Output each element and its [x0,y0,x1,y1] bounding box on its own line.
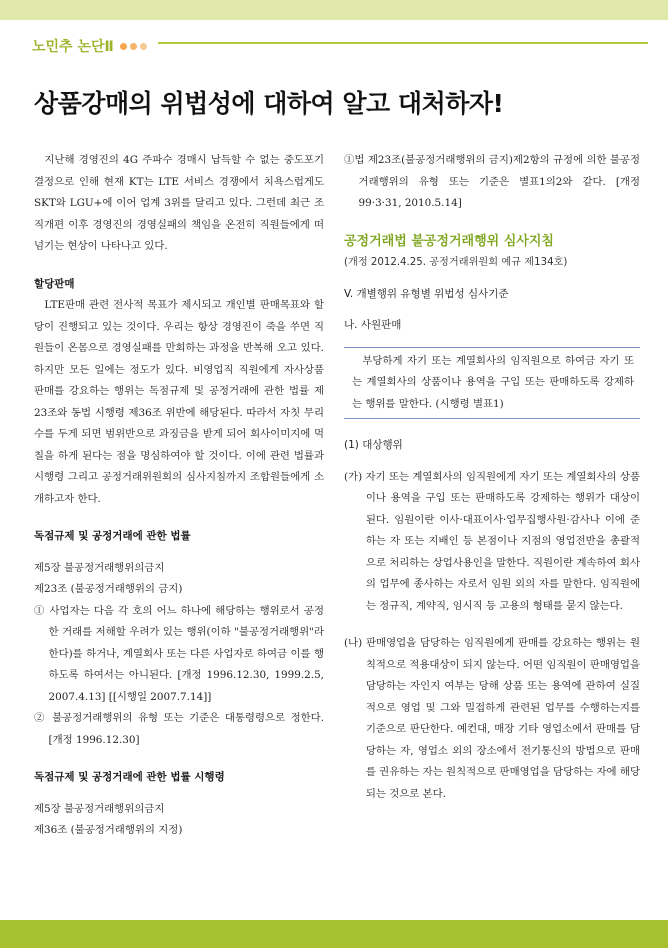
quota-heading: 할당판매 [34,277,75,290]
page-title: 상품강매의 위법성에 대하여 알고 대처하자! [34,89,504,118]
quota-paragraph: LTE판매 관련 전사적 목표가 제시되고 개인별 판매목표와 할당이 진행되고 있는 것이다. 우리는 항상 경영진이 죽을 쑤면 직원들이 온몸으로 경영실패를 만회하는 과정을 반복해 오고 있다. 하지만 모든 일에는 정도가 있다. 비영업직 직원에게 자사상품 판매를 강요하는 행위는 독점규제 및 공정거래에 관한 법률 제23조와 동법 시행령 제36조 위반에 해당된다. 따라서 자칫 무리수를 두게 되면 범위반으로 과징금을 받게 되어 회사이미지에 먹칠을 하게 된다는 점을 명심하여야 할 것이다. 이에 관련 법률과 시행령 그리고 공정거래위원회의 심사지침까지 조합원들에게 소개하고자 한다. [34,299,324,505]
footer-bar [0,920,668,948]
dots [120,43,150,50]
guideline-heading: 공정거래법 불공정거래행위 심사지침 [344,233,554,249]
section-v-heading: V. 개별행위 유형별 위법성 심사기준 [344,287,509,300]
decree-article: 제36조 (불공정거래행위의 지정) [34,824,183,836]
target-heading: (1) 대상행위 [344,439,403,451]
header [26,26,648,70]
orange-dot-icon [120,43,127,50]
decree-chapter: 제5장 불공정거래행위의금지 [34,802,165,815]
top-strip [0,0,668,20]
guideline-subheading: (개정 2012.4.25. 공정거래위원회 예규 제134호) [344,257,568,268]
decree-item-1: ①법 제23조(불공정거래행위의 금지)제2항의 규정에 의한 불공정거래행위의 유형 또는 기준은 별표1의2와 같다. [개정 99·3·31, 2010.5.14] [344,154,640,209]
law-article: 제23조 (불공정거래행위의 금지) [34,583,183,595]
law-heading: 독점규제 및 공정거래에 관한 법률 [34,530,191,542]
law-item-1: ① 사업자는 다음 각 호의 어느 하나에 해당하는 행위로서 공정한 거래를 저해할 우려가 있는 행위(이하 "불공정거래행위"라 한다)를 하거나, 계열회사 또는 다른 사업자로 하여금 이를 행하도록 하여서는 아니된다. [개정 1996.12.30, 1999.2.5, 2007.4.13] [[시행일 2007.7.14]] [34,604,324,703]
orange-dot-icon [140,43,147,50]
target-item-ga: (가) 자기 또는 계열회사의 임직원에게 자기 또는 계열회사의 상품이나 용역을 구입 또는 판매하도록 강제하는 행위가 대상이 된다. 임원이란 이사·대표이사·업무집행사원·감사나 이에 준하는 자 또는 지배인 등 본점이나 지점의 영업전반을 총괄적으로 처리하는 상업사용인을 말한다. 직원이란 계속하여 회사의 업무에 종사하는 자로서 임원 외의 자를 말한다. 임직원에는 정규직, 계약직, 임시직 등 고용의 형태를 묻지 않는다. [344,470,640,612]
orange-dot-icon [130,43,137,50]
section-na-heading: 나. 사원판매 [344,319,402,331]
decree-heading: 독점규제 및 공정거래에 관한 법률 시행령 [34,771,225,783]
law-item-2: ② 불공정거래행위의 유형 또는 기준은 대통령령으로 정한다. [개정 1996.12.30] [34,712,324,746]
section-label: 노민추 논단Ⅱ [32,39,114,55]
law-chapter: 제5장 불공정거래행위의금지 [34,561,165,574]
right-column [344,150,640,805]
left-column [34,150,324,842]
target-item-na: (나) 판매영업을 담당하는 임직원에게 판매를 강요하는 행위는 원칙적으로 적용대상이 되지 않는다. 어떤 임직원이 판매영업을 담당하는 자인지 여부는 당해 상품 또는 용역에 관하여 실질적으로 영업 및 그와 밀접하게 관련된 업무를 수행하는지를 기준으로 판단한다. 예컨대, 매장 기타 영업소에서 판매를 담당하는 자, 영업소 외의 장소에서 전기통신의 방법으로 판매를 권유하는 자는 원칙적으로 판매영업을 담당하는 자에 해당되는 것으로 본다. [344,637,640,800]
definition-box [344,347,640,420]
definition-text: 부당하게 자기 또는 계열회사의 임직원으로 하여금 자기 또는 계열회사의 상품이나 용역을 구입 또는 판매하도록 강제하는 행위를 말한다. (시행령 별표1) [352,354,634,410]
section-tag [26,34,158,58]
intro-paragraph: 지난해 경영진의 4G 주파수 경매시 납득할 수 없는 중도포기 결정으로 인해 현재 KT는 LTE 서비스 경쟁에서 치욕스럽게도 SKT와 LGU+에 이어 업계 3위를 달리고 있다. 그런데 최근 조직개편 이후 경영진의 경영실패의 책임을 온전히 직원들에게 떠넘기는 현상이 나타나고 있다. [34,154,324,252]
